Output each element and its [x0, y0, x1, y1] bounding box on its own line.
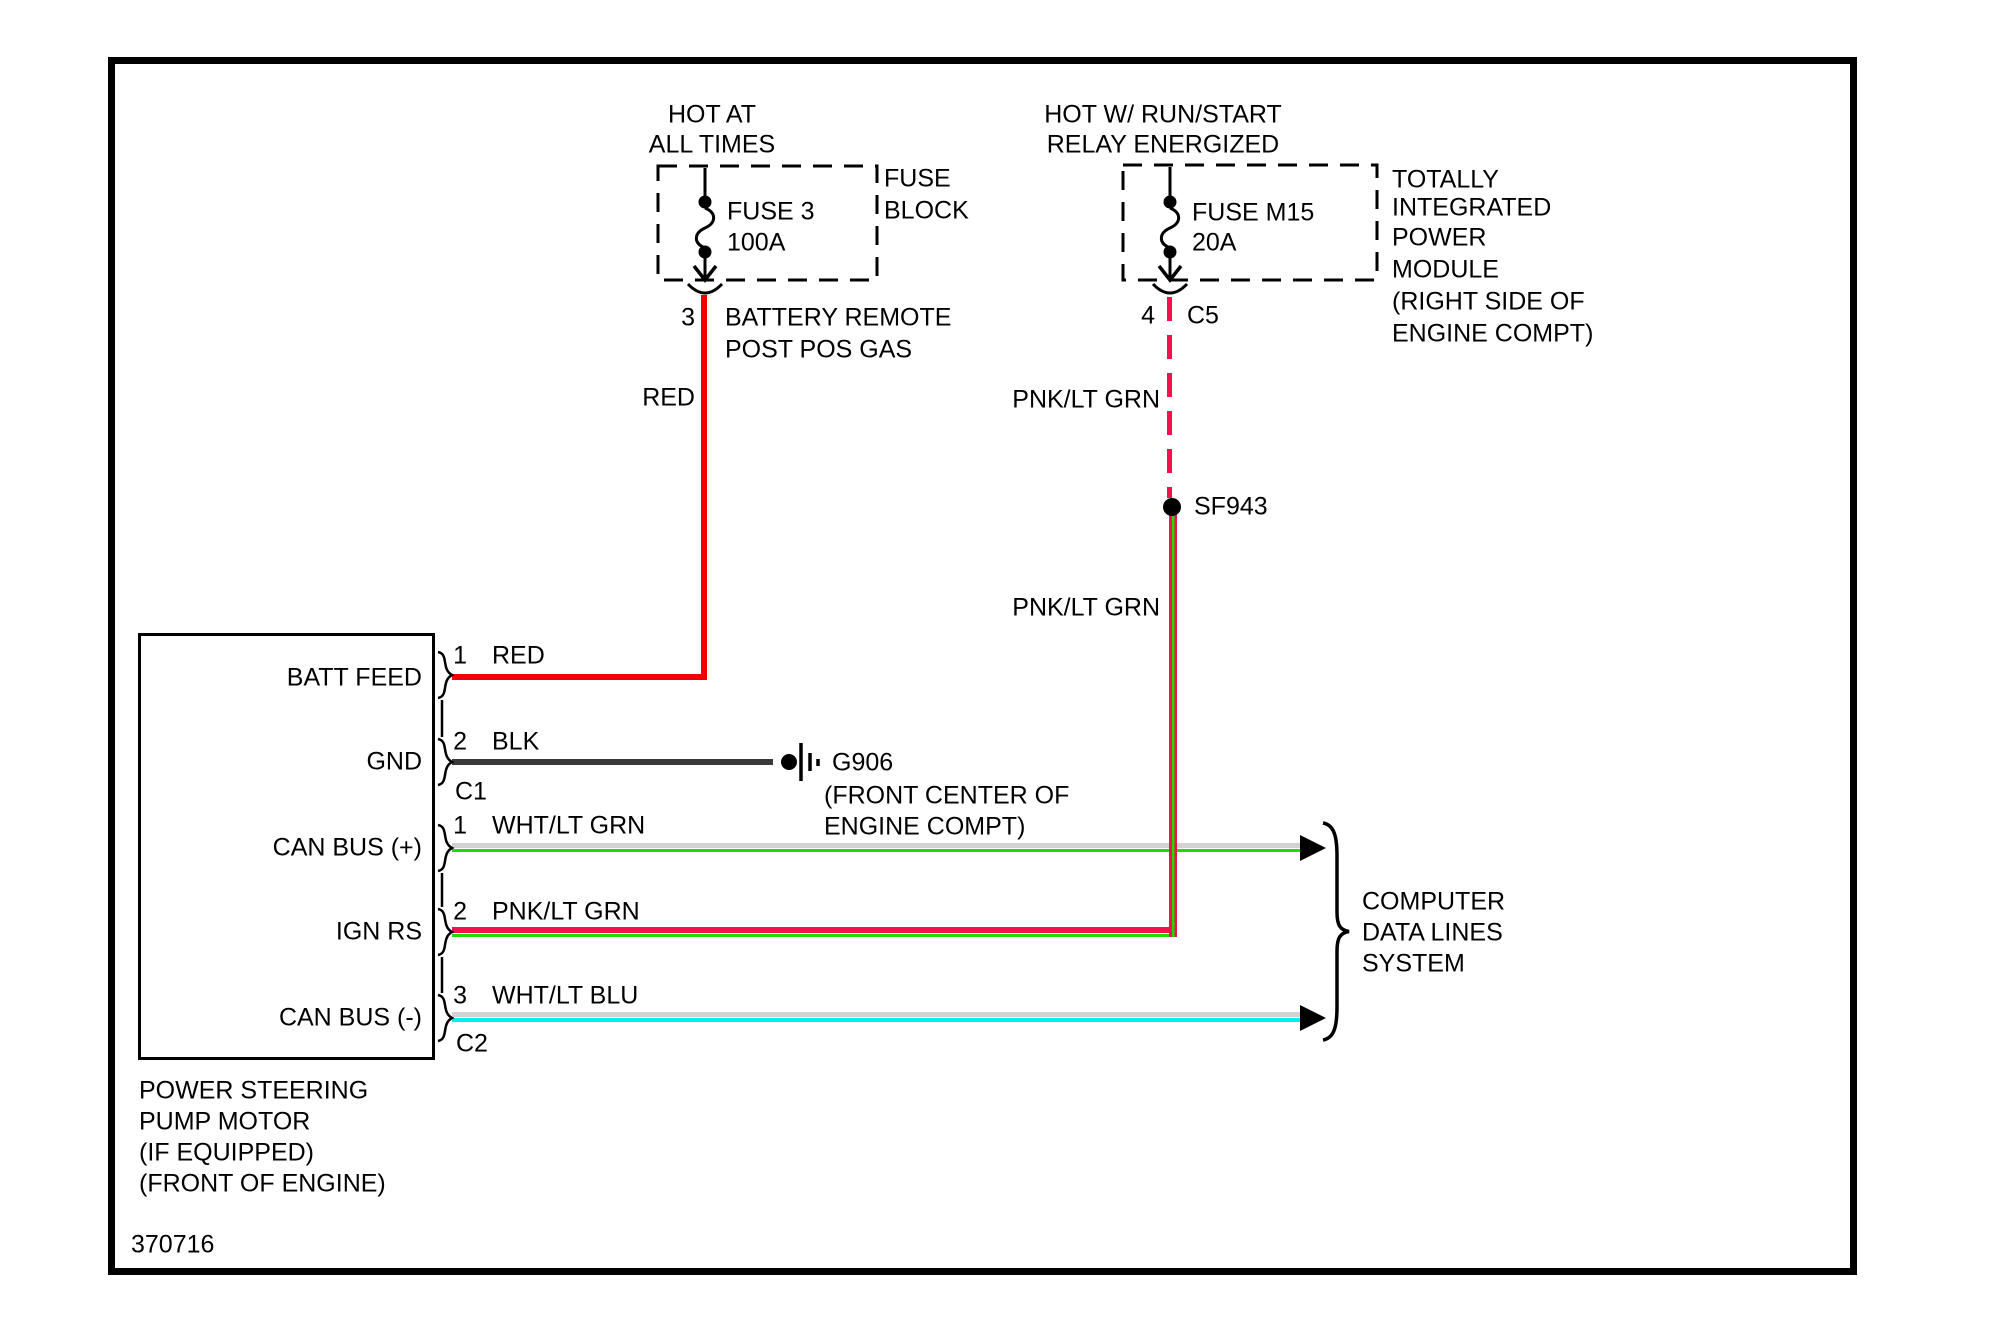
pnk-wire-label-lower: PNK/LT GRN [1012, 593, 1160, 622]
tipm-label-line5: (RIGHT SIDE OF [1392, 287, 1585, 316]
pin-ign-rs-label: IGN RS [335, 917, 422, 946]
fuse-block-label-line1: FUSE [884, 164, 951, 193]
fuse3-output-pin: 3 [681, 303, 695, 332]
connector-c2-label: C2 [456, 1029, 488, 1058]
tipm-label-line3: POWER [1392, 223, 1487, 252]
pnk-wire-label-upper: PNK/LT GRN [1012, 385, 1160, 414]
wire-pink-green-vertical [1169, 514, 1177, 937]
fuse-m15-rating: 20A [1192, 228, 1237, 257]
wire-ign-rs-green-tracer [452, 934, 1177, 937]
tipm-label-line6: ENGINE COMPT) [1392, 319, 1594, 348]
data-lines-label-line3: SYSTEM [1362, 949, 1465, 978]
pin-number-2-pnk: 2 [453, 897, 467, 926]
tipm-label-line1: TOTALLY [1392, 165, 1499, 194]
hot-at-label-line1: HOT AT [668, 100, 756, 129]
wire-label-red: RED [492, 641, 545, 670]
hot-run-start-label-line2: RELAY ENERGIZED [1046, 130, 1280, 159]
pin-gnd-label: GND [366, 747, 422, 776]
ground-name-label: G906 [832, 748, 894, 777]
fuse3-rating: 100A [727, 228, 786, 257]
pin-can-bus-plus-label: CAN BUS (+) [272, 833, 422, 862]
battery-circuit-label-line2: POST POS GAS [725, 335, 913, 364]
wire-ign-rs-pink [452, 927, 1177, 933]
pin-number-1-red: 1 [453, 641, 467, 670]
wire-black-ground [452, 759, 773, 765]
wire-can-minus-blue-tracer [452, 1018, 1302, 1022]
wire-pink-dashed-vertical [1167, 297, 1172, 498]
hot-at-label-line2: ALL TIMES [648, 130, 776, 159]
tipm-label-line2: INTEGRATED [1392, 193, 1552, 222]
battery-circuit-label-line1: BATTERY REMOTE [725, 303, 952, 332]
pin-batt-feed-label: BATT FEED [286, 663, 422, 692]
wire-can-minus-white [452, 1012, 1302, 1017]
data-lines-label-line2: DATA LINES [1362, 918, 1503, 947]
wire-label-blk: BLK [492, 727, 540, 756]
fuse-m15-output-pin: 4 [1141, 301, 1155, 330]
splice-sf943-label: SF943 [1194, 492, 1268, 521]
pin-can-bus-minus-label: CAN BUS (-) [278, 1003, 422, 1032]
wire-red-vertical [701, 295, 707, 680]
fuse3-name: FUSE 3 [727, 197, 815, 226]
wire-label-wht-lt-grn: WHT/LT GRN [492, 811, 646, 840]
pump-title-line4: (FRONT OF ENGINE) [139, 1169, 386, 1198]
pin-number-1-grn: 1 [453, 811, 467, 840]
pump-title-line2: PUMP MOTOR [139, 1107, 311, 1136]
fuse-m15-name: FUSE M15 [1192, 198, 1315, 227]
pin-number-3-blu: 3 [453, 981, 467, 1010]
wire-label-pnk-lt-grn: PNK/LT GRN [492, 897, 640, 926]
diagram-number: 370716 [131, 1230, 215, 1259]
ground-location-line2: ENGINE COMPT) [824, 812, 1026, 841]
hot-run-start-label-line1: HOT W/ RUN/START [1044, 100, 1282, 129]
connector-c1-label: C1 [455, 777, 487, 806]
red-wire-label: RED [642, 383, 695, 412]
fuse-block-label-line2: BLOCK [884, 196, 969, 225]
wire-label-wht-lt-blu: WHT/LT BLU [492, 981, 639, 1010]
pump-title-line3: (IF EQUIPPED) [139, 1138, 315, 1167]
wire-red-horizontal [452, 674, 707, 680]
pump-title-line1: POWER STEERING [139, 1076, 369, 1105]
connector-c5-label: C5 [1187, 301, 1219, 330]
ground-location-line1: (FRONT CENTER OF [824, 781, 1070, 810]
tipm-label-line4: MODULE [1392, 255, 1499, 284]
pin-number-2-blk: 2 [453, 727, 467, 756]
data-lines-label-line1: COMPUTER [1362, 887, 1506, 916]
